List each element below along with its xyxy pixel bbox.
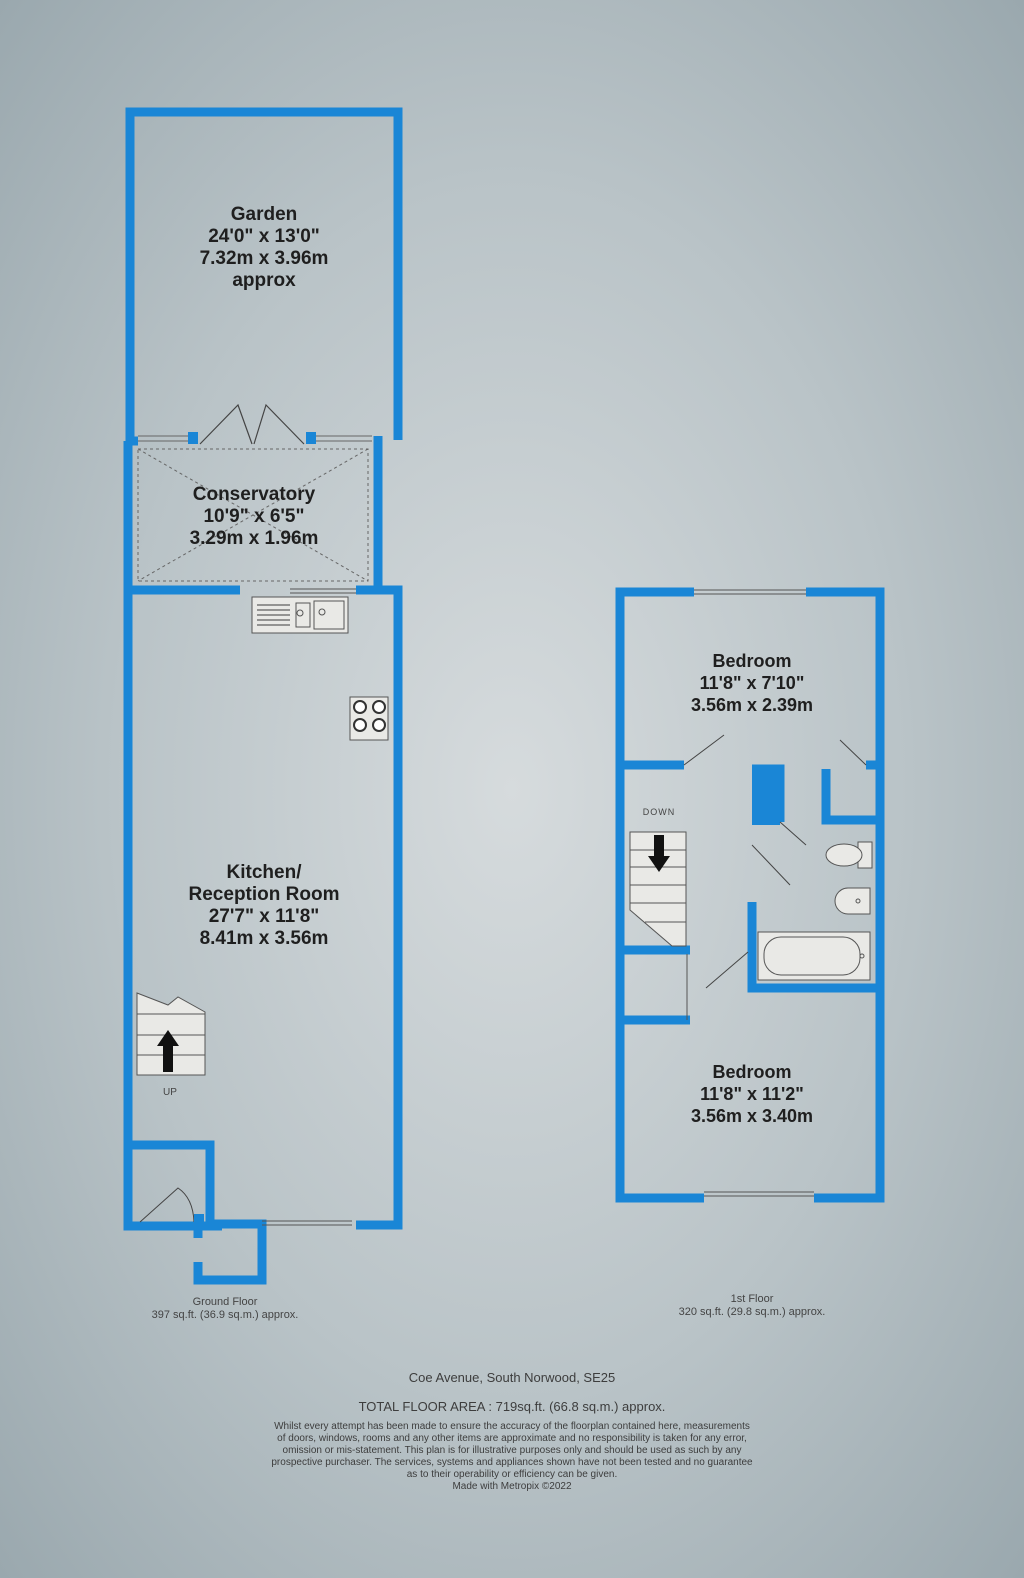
disclaimer-line: omission or mis-statement. This plan is for illustrative purposes only and should be used as such by any [282,1445,742,1456]
ground-floor-name: Ground Floor [192,1296,258,1308]
entrance-door [140,1188,194,1222]
first-floor-caption [652,1293,852,1319]
kitchen-name-line1: Kitchen/ [226,862,302,883]
garden-note: approx [232,270,296,291]
disclaimer-line: as to their operability or efficiency can be given. [406,1469,618,1480]
hob-icon [350,697,388,740]
bedroom2-metric: 3.56m x 3.40m [690,1106,814,1126]
conservatory-label [154,484,354,550]
first-floor-area: 320 sq.ft. (29.8 sq.m.) approx. [678,1306,826,1318]
garden-metric: 7.32m x 3.96m [199,248,329,269]
bedroom1-metric: 3.56m x 2.39m [690,695,814,715]
cupboard-wall [826,769,876,820]
kitchen-right-wall [356,436,398,1225]
conservatory-name: Conservatory [192,484,316,505]
toilet-icon [826,842,872,868]
porch-wall [130,1145,210,1223]
disclaimer-line: of doors, windows, rooms and any other items are approximate and no responsibility is taken for any error, [277,1433,747,1444]
ground-floor-caption [130,1296,320,1322]
address: Coe Avenue, South Norwood, SE25 [408,1370,616,1385]
bedroom2-name: Bedroom [712,1062,792,1082]
porch-step [198,1224,262,1280]
garden-imperial: 24'0" x 13'0" [208,226,320,247]
ground-floor-area: 397 sq.ft. (36.9 sq.m.) approx. [151,1309,299,1321]
stairs-down-icon [630,832,686,946]
stairs-up-label: UP [163,1087,177,1098]
disclaimer-line: prospective purchaser. The services, systems and appliances shown have not been tested and no guarantee [271,1457,753,1468]
first-floor-name: 1st Floor [730,1293,774,1305]
credit: Made with Metropix ©2022 [452,1481,572,1492]
sink-icon [252,597,348,633]
bath-icon [758,932,870,980]
bedroom1-imperial: 11'8" x 7'10" [699,673,805,693]
french-doors [200,405,304,444]
kitchen-metric: 8.41m x 3.56m [199,928,329,949]
basin-icon [835,888,870,914]
kitchen-name-line2: Reception Room [188,884,340,905]
garden-name: Garden [230,204,298,225]
kitchen-label [148,862,380,950]
kitchen-imperial: 27'7" x 11'8" [208,906,320,927]
bedroom1-name: Bedroom [712,651,792,671]
total-floor-area: TOTAL FLOOR AREA : 719sq.ft. (66.8 sq.m.) approx. [358,1399,666,1414]
bathroom-stack [752,765,780,825]
bedroom2-label [652,1061,852,1127]
bedroom1-label [652,650,852,716]
stairs-up-icon [137,993,205,1075]
bedroom2-imperial: 11'8" x 11'2" [700,1084,804,1104]
garden-label [164,204,364,292]
stairs-down-label: DOWN [642,807,676,817]
conservatory-imperial: 10'9" x 6'5" [203,506,305,527]
disclaimer [240,1421,784,1493]
disclaimer-line: Whilst every attempt has been made to ensure the accuracy of the floorplan contained here, measurements [274,1421,750,1432]
conservatory-metric: 3.29m x 1.96m [189,528,319,549]
